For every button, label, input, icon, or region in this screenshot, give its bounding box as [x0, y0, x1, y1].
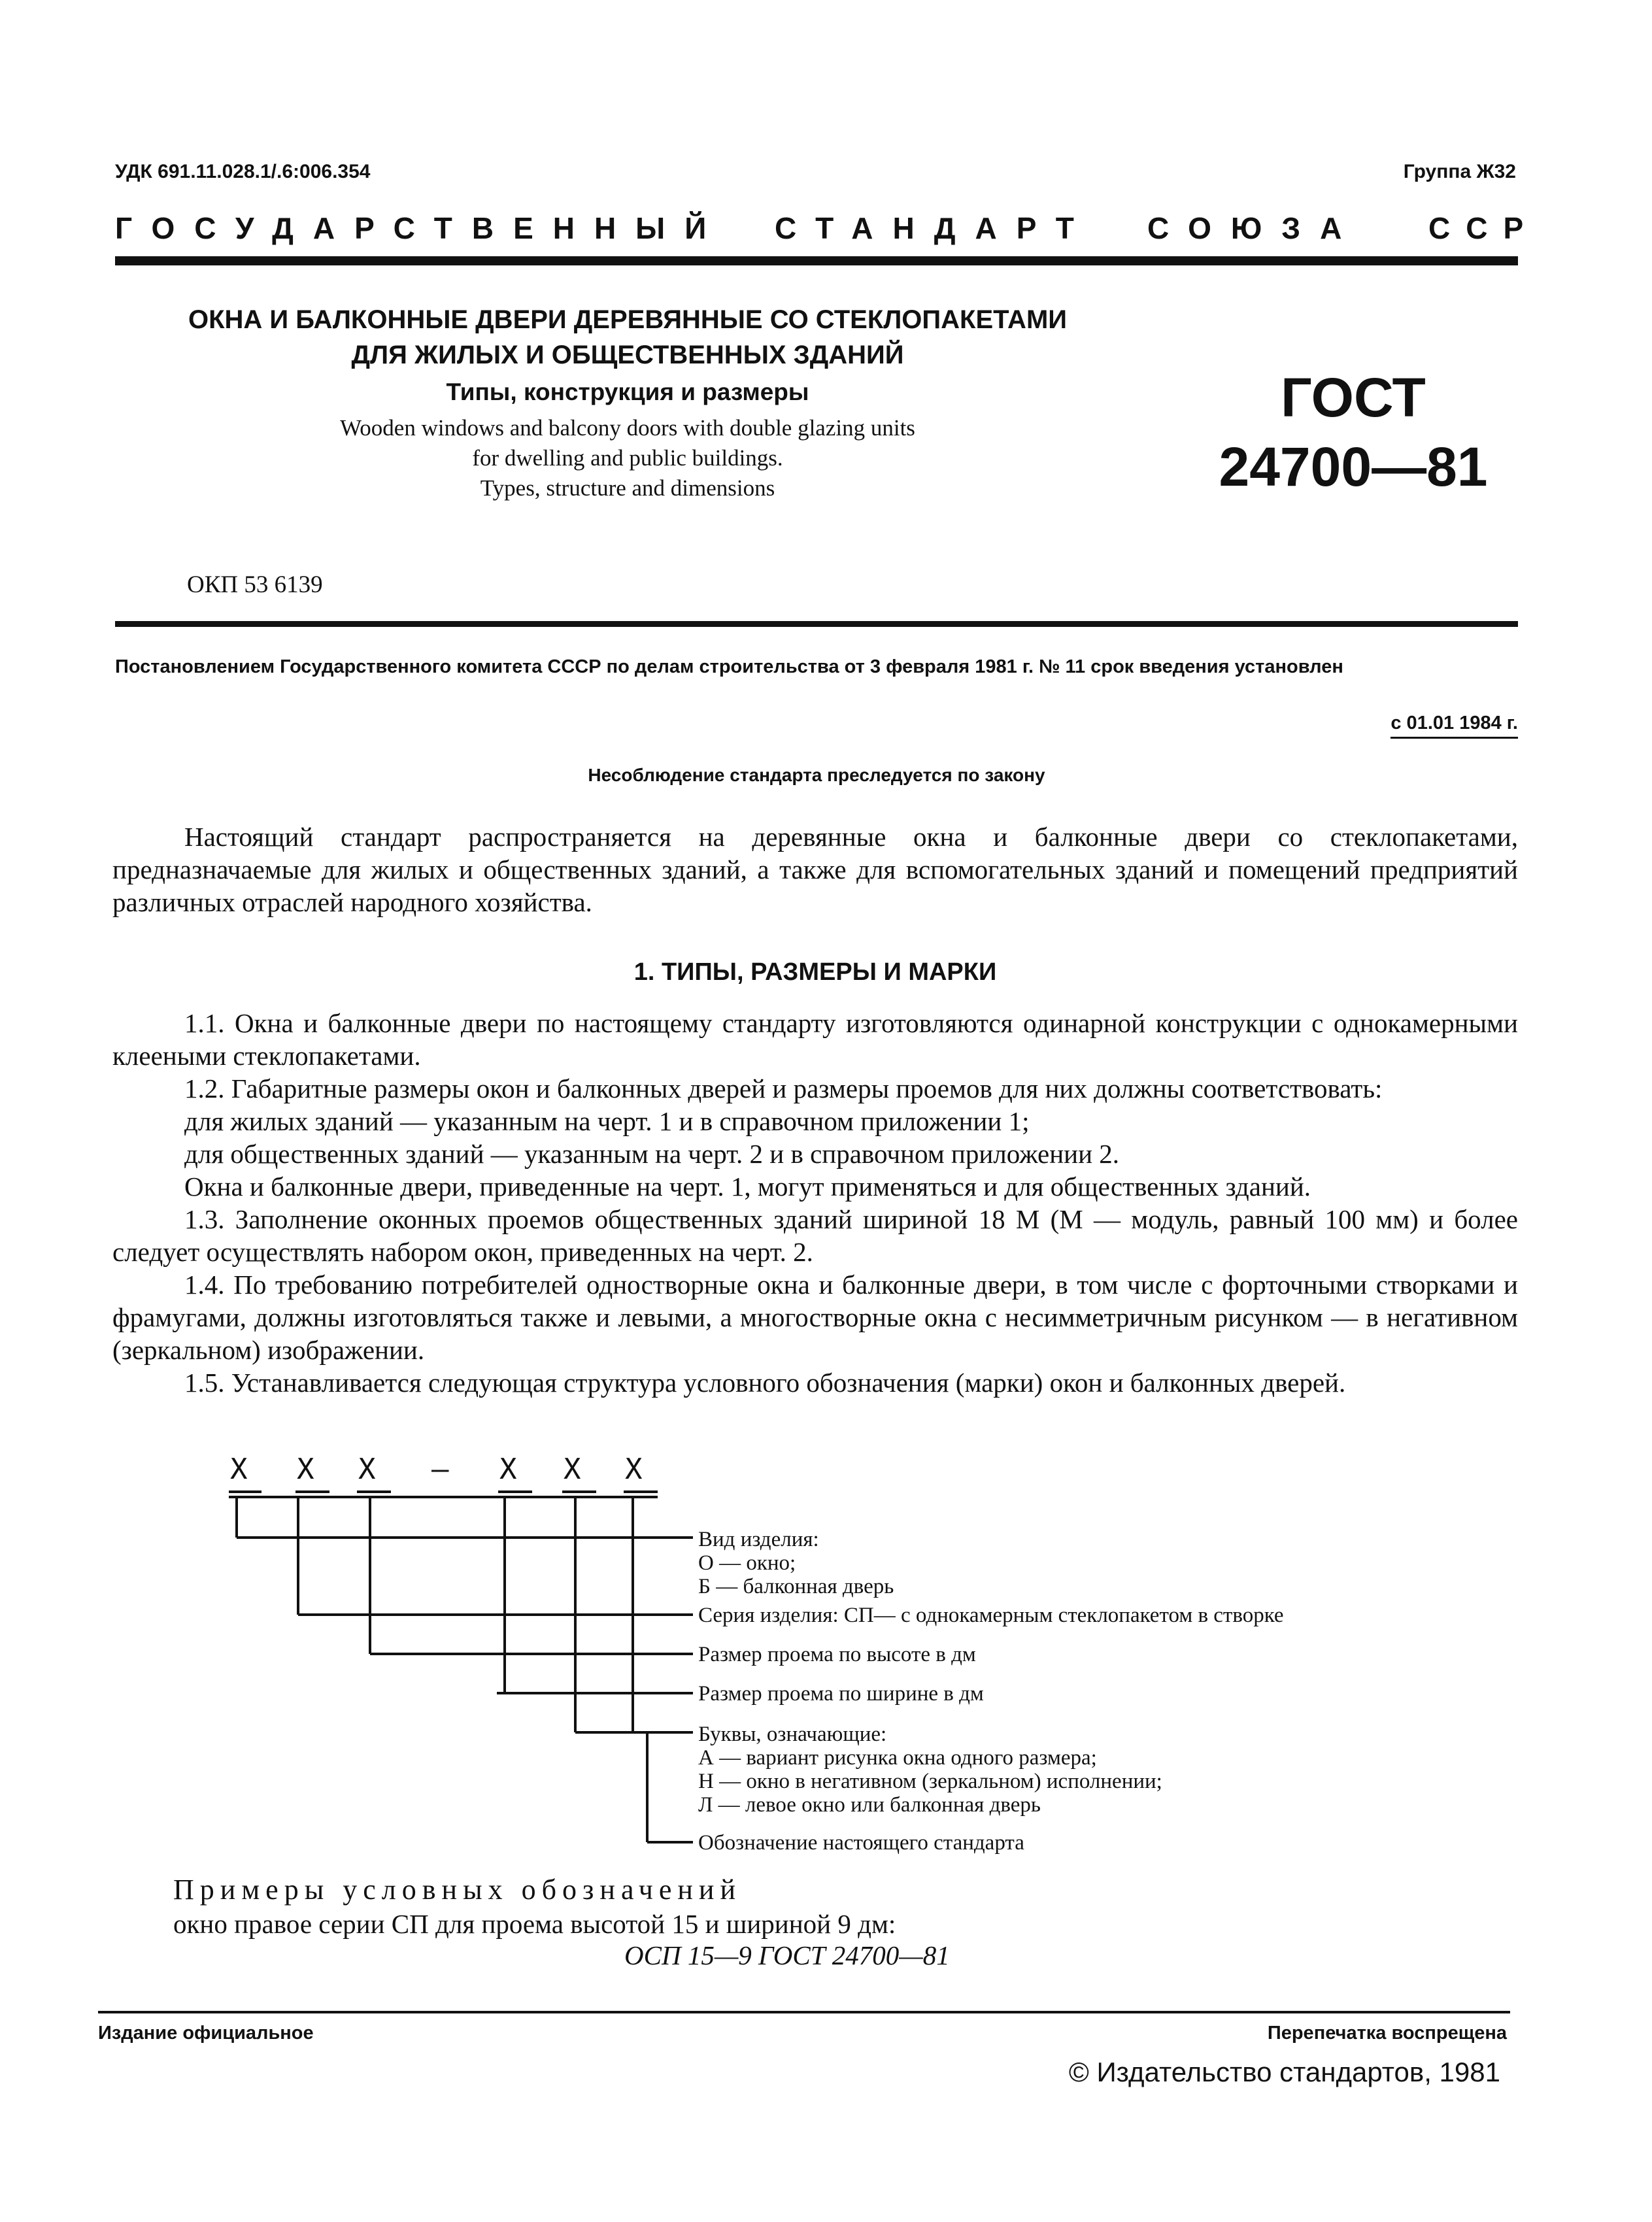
copyright: © Издательство стандартов, 1981 [1068, 2057, 1500, 2087]
symbol-x2: Х [297, 1453, 314, 1486]
label-letter-n: Н — окно в негативном (зеркальном) исполнении; [698, 1770, 1162, 1793]
warning-text: Несоблюдение стандарта преследуется по закону [588, 765, 1045, 785]
label-letter-l: Л — левое окно или балконная дверь [698, 1793, 1041, 1817]
para-1-5: 1.5. Устанавливается следующая структура условного обозначения (марки) окон и балконных дверей. [184, 1368, 1346, 1398]
label-letter-a: А — вариант рисунка окна одного размера; [698, 1746, 1097, 1770]
title-ru-line2: ДЛЯ ЖИЛЫХ И ОБЩЕСТВЕННЫХ ЗДАНИЙ [351, 341, 904, 369]
decree-date: с 01.01 1984 г. [1391, 713, 1518, 739]
label-series: Серия изделия: СП— с однокамерным стеклопакетом в створке [698, 1604, 1284, 1627]
para-1-2a: для жилых зданий — указанным на черт. 1 и в справочном приложении 1; [184, 1106, 1030, 1136]
section-heading: 1. ТИПЫ, РАЗМЕРЫ И МАРКИ [633, 958, 997, 986]
intro-text: Настоящий стандарт распространяется на деревянные окна и балконные двери со стеклопакетами, предназначаемые для жилых и общественных зданий, а также для вспомогательных зданий и помещений предприятий различных отраслей народного хозяйства. [112, 822, 1518, 917]
udk-code: УДК 691.11.028.1/.6:006.354 [115, 161, 371, 182]
reprint-notice: Перепечатка воспрещена [1267, 2023, 1507, 2044]
title-en-line2: for dwelling and public buildings. [472, 445, 783, 471]
gos-word-2: СТАНДАРТ [775, 211, 1094, 245]
title-ru-subtitle: Типы, конструкция и размеры [446, 379, 809, 405]
gos-word-1: ГОСУДАРСТВЕННЫЙ [115, 211, 726, 245]
examples-line: окно правое серии СП для проема высотой 15 и шириной 9 дм: [173, 1909, 896, 1939]
symbol-x1: Х [230, 1453, 248, 1486]
symbol-dash: — [431, 1453, 449, 1486]
footer-rule [98, 2011, 1510, 2013]
decree-text: Постановлением Государственного комитета СССР по делам строительства от 3 февраля 1981 г. № 11 срок введения установлен [115, 656, 1343, 677]
symbol-x6: Х [625, 1453, 643, 1486]
label-letters-title: Буквы, означающие: [698, 1723, 887, 1746]
para-1-2: 1.2. Габаритные размеры окон и балконных дверей и размеры проемов для них должны соответствовать: [184, 1073, 1383, 1103]
para-1-3: 1.3. Заполнение оконных проемов общественных зданий шириной 18 М (М — модуль, равный 100 мм) и более следует осуществлять набором окон, приведенных на черт. 2. [112, 1204, 1518, 1267]
label-width: Размер проема по ширине в дм [698, 1682, 984, 1706]
gost-number: 24700—81 [1219, 436, 1488, 497]
label-kind-title: Вид изделия: [698, 1528, 819, 1551]
gost-label: ГОСТ [1281, 367, 1426, 428]
symbol-x5: Х [564, 1453, 581, 1486]
para-1-4: 1.4. По требованию потребителей одностворные окна и балконные двери, в том числе с форточными створками и фрамугами, должны изготовляться также и левыми, а многостворные окна с несимметричным рисунком — в негативном (зеркальном) изображении. [112, 1270, 1518, 1365]
symbol-x3: Х [358, 1453, 376, 1486]
okp-code: ОКП 53 6139 [187, 571, 323, 598]
group-code: Группа Ж32 [1403, 161, 1516, 182]
para-1-1: 1.1. Окна и балконные двери по настоящему стандарту изготовляются одинарной конструкции с однокамерными клееными стеклопакетами. [112, 1008, 1518, 1071]
title-ru-line1: ОКНА И БАЛКОННЫЕ ДВЕРИ ДЕРЕВЯННЫЕ СО СТЕКЛОПАКЕТАМИ [188, 305, 1068, 334]
examples-code: ОСП 15—9 ГОСТ 24700—81 [624, 1940, 950, 1970]
para-1-2c: Окна и балконные двери, приведенные на черт. 1, могут применяться и для общественных зданий. [184, 1171, 1311, 1202]
label-kind-b: Б — балконная дверь [698, 1575, 894, 1598]
label-standard: Обозначение настоящего стандарта [698, 1831, 1024, 1855]
symbol-x4: Х [499, 1453, 517, 1486]
examples-heading: Примеры условных обозначений [173, 1874, 742, 1906]
gos-word-4: ССР [1428, 211, 1540, 245]
title-en-line3: Types, structure and dimensions [480, 475, 775, 501]
title-en-line1: Wooden windows and balcony doors with double glazing units [340, 415, 915, 441]
gos-word-3: СОЮЗА [1147, 211, 1362, 245]
label-height: Размер проема по высоте в дм [698, 1643, 976, 1666]
official-edition: Издание официальное [98, 2023, 314, 2044]
para-1-2b: для общественных зданий — указанным на черт. 2 и в справочном приложении 2. [184, 1139, 1120, 1169]
label-kind-o: О — окно; [698, 1551, 796, 1575]
